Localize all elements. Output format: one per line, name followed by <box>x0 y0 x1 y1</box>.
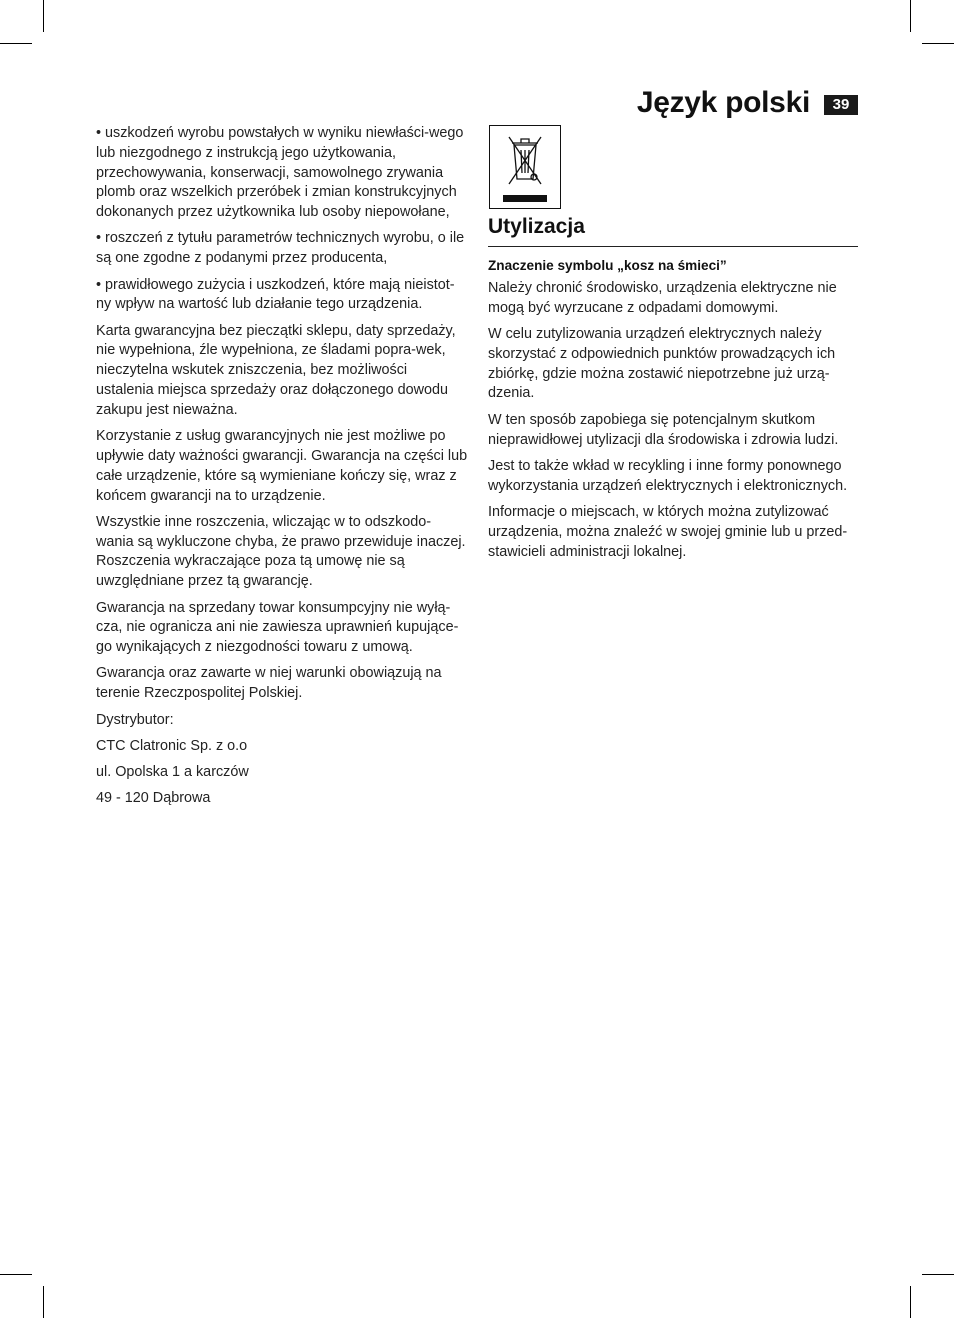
crossed-out-wheelie-bin-icon <box>489 125 561 209</box>
left-column <box>96 124 468 816</box>
warranty-paragraph: • roszczeń z tytułu parametrów technicznych wyrobu, o ile są one zgodne z podanymi przez producenta, <box>96 230 465 267</box>
symbol-subheading: Znaczenie symbolu „kosz na śmieci” <box>488 258 727 273</box>
disposal-paragraph: Należy chronić środowisko, urządzenia elektryczne nie mogą być wyrzucane z odpadami domowymi. <box>488 280 837 316</box>
disposal-paragraph: W ten sposób zapobiega się potencjalnym skutkom nieprawidłowej utylizacji dla środowiska i zdrowia ludzi. <box>488 411 839 448</box>
crop-mark <box>43 1286 44 1318</box>
page-header <box>637 86 858 120</box>
disposal-paragraph: Jest to także wkład w recykling i inne formy ponownego wykorzystania urządzeń elektrycznych i elektronicznych. <box>488 457 848 494</box>
section-divider <box>488 246 858 247</box>
distributor-label: Dystrybutor: <box>96 711 174 728</box>
warranty-paragraph: Korzystanie z usług gwarancyjnych nie jest możliwe po upływie daty ważności gwarancji. Gwarancja na części lub całe urządzenie, które są wymieniane kończy się, wraz z końcem gwarancji na to urządzenie. <box>96 428 468 504</box>
crop-mark <box>910 1286 911 1318</box>
crop-mark <box>0 1274 32 1275</box>
crop-mark <box>43 0 44 32</box>
warranty-paragraph: • prawidłowego zużycia i uszkodzeń, które mają nieistot-ny wpływ na wartość lub działanie tego urządzenia. <box>96 276 455 313</box>
page-number-badge: 39 <box>824 95 858 115</box>
section-title: Utylizacja <box>488 215 585 238</box>
distributor-street: ul. Opolska 1 a karczów <box>96 764 249 781</box>
distributor-city: 49 - 120 Dąbrowa <box>96 790 211 807</box>
distributor-name: CTC Clatronic Sp. z o.o <box>96 737 248 754</box>
warranty-paragraph: Gwarancja oraz zawarte w niej warunki obowiązują na terenie Rzeczpospolitej Polskiej. <box>96 665 442 702</box>
crop-mark <box>922 43 954 44</box>
crop-mark <box>910 0 911 32</box>
warranty-paragraph: Wszystkie inne roszczenia, wliczając w to odszkodo-wania są wykluczone chyba, że prawo przewiduje inaczej. Roszczenia wykraczające poza tą umowę nie są uwzględniane przez tą gwarancję. <box>96 513 466 590</box>
warranty-paragraph: Gwarancja na sprzedany towar konsumpcyjny nie wyłą-cza, nie ogranicza ani nie zawiesza uprawnień kupujące-go wynikających z niezgodności towaru z umową. <box>96 599 459 656</box>
page-title: Język polski <box>636 86 810 119</box>
crop-mark <box>922 1274 954 1275</box>
warranty-paragraph: • uszkodzeń wyrobu powstałych w wyniku niewłaści-wego lub niezgodnego z instrukcją jego użytkowania, przechowywania, konserwacji, samowolnego zrywania plomb oraz wszelkich przeróbek i zmian konstrukcyjnych dokonanych przez użytkownika lub osoby niepowołane, <box>96 125 464 221</box>
warranty-paragraph: Karta gwarancyjna bez pieczątki sklepu, daty sprzedaży, nie wypełniona, źle wypełniona, ze śladami popra-wek, nieczytelna wskutek zniszczenia, bez możliwości ustalenia miejsca sprzedaży oraz dołączonego dowodu zakupu jest nieważna. <box>96 322 456 418</box>
crop-mark <box>0 43 32 44</box>
disposal-paragraph: Informacje o miejscach, w których można zutylizować urządzenia, można znaleźć w swojej gminie lub u przed-stawicieli administracji lokalnej. <box>488 503 848 560</box>
disposal-paragraph: W celu zutylizowania urządzeń elektrycznych należy skorzystać z odpowiednich punktów prowadzących ich zbiórkę, gdzie można zostawić niepotrzebne już urzą-dzenia. <box>488 326 836 402</box>
right-column <box>488 124 858 569</box>
